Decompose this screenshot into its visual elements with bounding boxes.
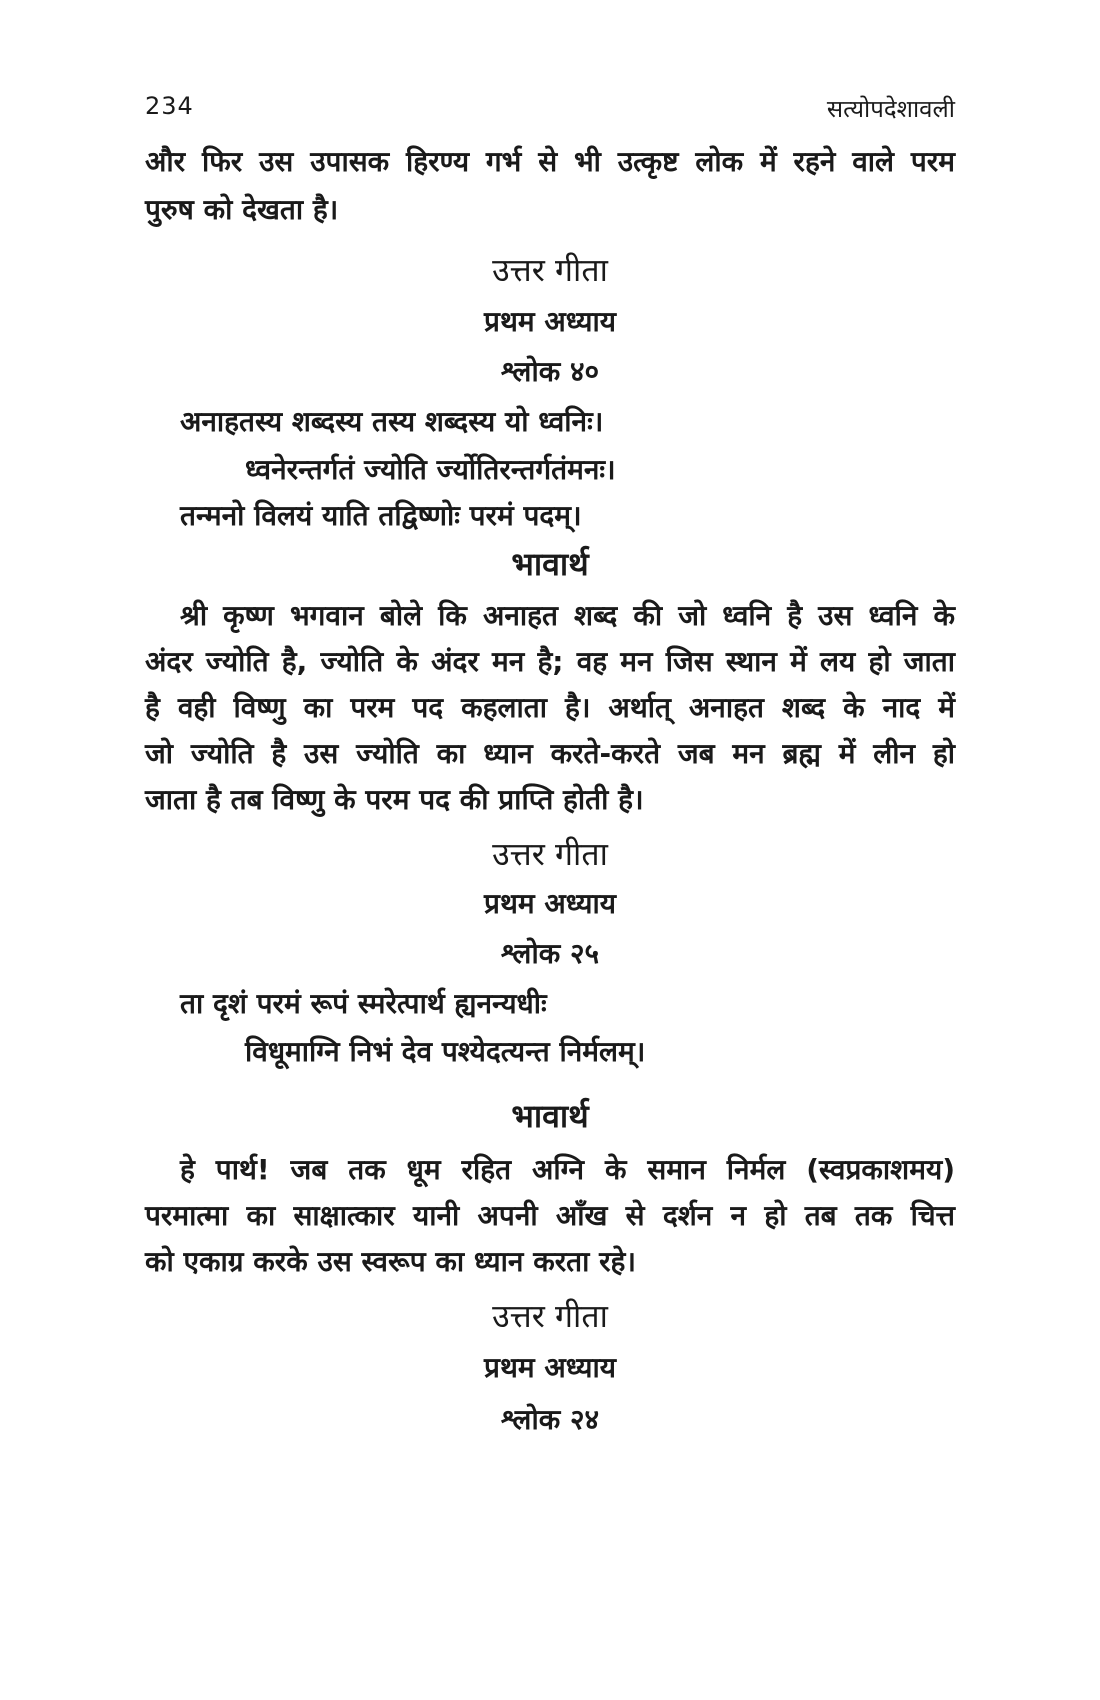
meaning-title: भावार्थ [511,545,589,583]
verse-line: ता दृशं परमं रूपं स्मरेत्पार्थ ह्यनन्यधीः [180,987,547,1020]
intro-line: पुरुष को देखता है। [145,193,339,226]
meaning-line: जाता है तब विष्णु के परम पद की प्राप्ति होती है। [145,783,644,816]
shloka-heading: श्लोक २४ [500,1403,600,1436]
meaning-title: भावार्थ [511,1097,589,1135]
meaning-line: परमात्मा का साक्षात्कार यानी अपनी आँख से दर्शन न हो तब तक चित्त [145,1199,955,1232]
meaning-line: अंदर ज्योति है, ज्योति के अंदर मन है; वह मन जिस स्थान में लय हो जाता [145,645,955,678]
verse-line: ध्वनेरन्तर्गतं ज्योति र्ज्योतिरन्तर्गतंमनः। [245,453,616,486]
verse-line: तन्मनो विलयं याति तद्विष्णोः परमं पदम्। [180,499,582,532]
verse-line: अनाहतस्य शब्दस्य तस्य शब्दस्य यो ध्वनिः। [180,405,604,438]
shloka-heading: श्लोक २५ [500,937,600,970]
page-number: 234 [145,92,194,120]
meaning-line: श्री कृष्ण भगवान बोले कि अनाहत शब्द की जो ध्वनि है उस ध्वनि के [180,599,955,632]
verse-line: विधूमाग्नि निभं देव पश्येदत्यन्त निर्मलम्। [245,1035,646,1068]
chapter-heading: प्रथम अध्याय [484,1351,616,1384]
section-title: उत्तर गीता [492,835,608,873]
meaning-line: जो ज्योति है उस ज्योति का ध्यान करते-करते जब मन ब्रह्म में लीन हो [145,737,955,770]
chapter-heading: प्रथम अध्याय [484,305,616,338]
intro-line: और फिर उस उपासक हिरण्य गर्भ से भी उत्कृष्ट लोक में रहने वाले परम [145,145,955,178]
page-header [145,92,955,132]
meaning-line: है वही विष्णु का परम पद कहलाता है। अर्थात् अनाहत शब्द के नाद में [145,691,955,724]
running-title: सत्योपदेशावली [826,95,955,123]
meaning-line: हे पार्थ! जब तक धूम रहित अग्नि के समान निर्मल (स्वप्रकाशमय) [180,1153,955,1186]
shloka-heading: श्लोक ४० [500,355,600,388]
section-title: उत्तर गीता [492,1297,608,1335]
meaning-line: को एकाग्र करके उस स्वरूप का ध्यान करता रहे। [145,1245,637,1278]
section-title: उत्तर गीता [492,251,608,289]
chapter-heading: प्रथम अध्याय [484,887,616,920]
